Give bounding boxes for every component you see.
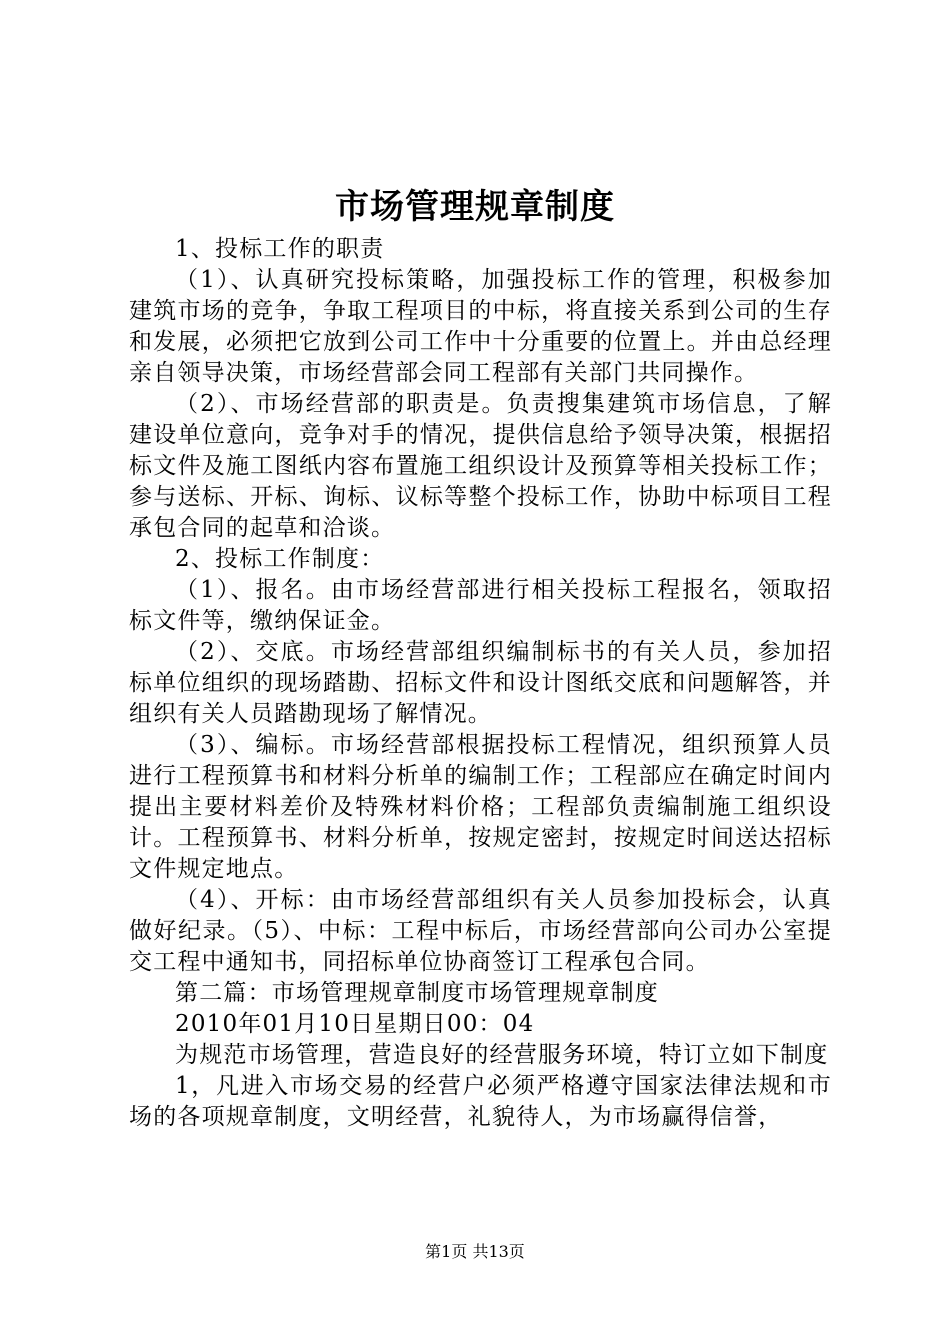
paragraph: 2010年01月10日星期日00：04 — [175, 1011, 535, 1037]
document-title: 市场管理规章制度 — [335, 187, 615, 227]
paragraph: 2、投标工作制度： — [175, 546, 385, 572]
paragraph: 1，凡进入市场交易的经营户必须严格遵守国家法律法规和市场的各项规章制度，文明经营，礼貌待人，为市场赢得信誉， — [129, 1073, 832, 1130]
paragraph: 第二篇：市场管理规章制度市场管理规章制度 — [175, 980, 659, 1006]
paragraph: （1）、认真研究投标策略，加强投标工作的管理，积极参加建筑市场的竞争，争取工程项目的中标，将直接关系到公司的生存和发展，必须把它放到公司工作中十分重要的位置上。并由总经理亲自领导决策，市场经营部会同工程部有关部门共同操作。 — [129, 267, 832, 386]
paragraph: （1）、报名。由市场经营部进行相关投标工程报名，领取招标文件等，缴纳保证金。 — [129, 577, 832, 634]
paragraph: 为规范市场管理，营造良好的经营服务环境，特订立如下制度 — [175, 1042, 829, 1068]
paragraph: （2）、市场经营部的职责是。负责搜集建筑市场信息，了解建设单位意向，竞争对手的情况，提供信息给予领导决策，根据招标文件及施工图纸内容布置施工组织设计及预算等相关投标工作；参与送标、开标、询标、议标等整个投标工作，协助中标项目工程承包合同的起草和洽谈。 — [129, 391, 832, 541]
paragraph: （3）、编标。市场经营部根据投标工程情况，组织预算人员进行工程预算书和材料分析单的编制工作；工程部应在确定时间内提出主要材料差价及特殊材料价格；工程部负责编制施工组织设计。工程预算书、材料分析单，按规定密封，按规定时间送达招标文件规定地点。 — [129, 732, 832, 882]
paragraph: （2）、交底。市场经营部组织编制标书的有关人员，参加招标单位组织的现场踏勘、招标文件和设计图纸交底和问题解答，并组织有关人员踏勘现场了解情况。 — [129, 639, 832, 727]
paragraph: 1、投标工作的职责 — [175, 236, 385, 262]
page-footer: 第1页 共13页 — [425, 1242, 525, 1261]
paragraph: （4）、开标：由市场经营部组织有关人员参加投标会，认真做好纪录。（5）、中标：工程中标后，市场经营部向公司办公室提交工程中通知书，同招标单位协商签订工程承包合同。 — [129, 887, 832, 975]
document-body — [129, 234, 832, 1133]
